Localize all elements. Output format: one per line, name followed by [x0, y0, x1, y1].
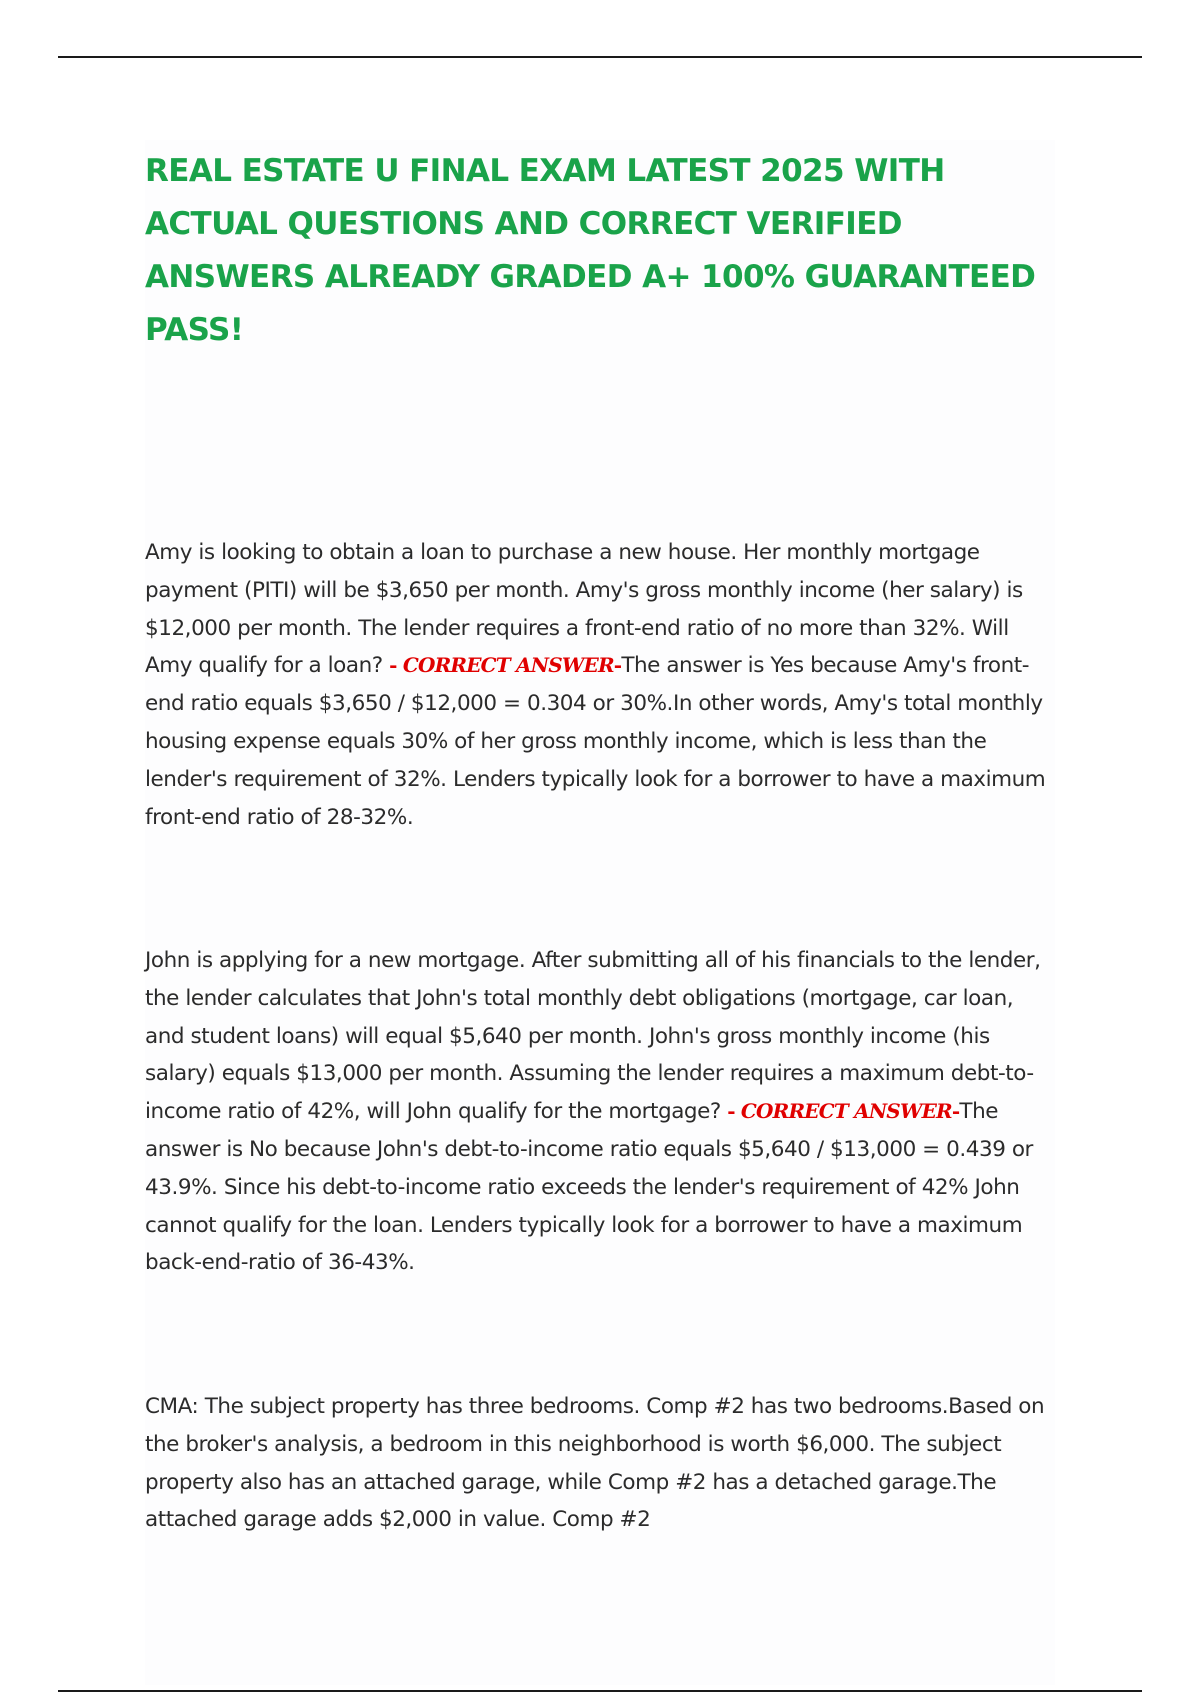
question-text: CMA: The subject property has three bedrooms. Comp #2 has two bedrooms.Based on the broker's analysis, a bedroom in this neighborhood is worth $6,000. The subject property also has an attached garage, while Comp #2 has a detached garage.The attached garage adds $2,000 in value. Comp #2: [145, 1394, 1045, 1533]
question-text: Amy is looking to obtain a loan to purchase a new house. Her monthly mortgage payment (PITI) will be $3,650 per month. Amy's gross monthly income (her salary) is $12,000 per month. The lender requires a front-end ratio of no more than 32%. Will Amy qualify for a loan?: [145, 540, 1023, 679]
correct-answer-marker: - CORRECT ANSWER-: [727, 1099, 960, 1124]
qa-item-2: [145, 942, 1050, 1282]
answer-text: The answer is No because John's debt-to-income ratio equals $5,640 / $13,000 = 0.439 or 43.9%. Since his debt-to-income ratio exceeds the lender's requirement of 42% John cannot qualify for the loan. Lenders typically look for a borrower to have a maximum back-end-ratio of 36-43%.: [145, 1099, 1033, 1276]
answer-text: The answer is Yes because Amy's front-end ratio equals $3,650 / $12,000 = 0.304 or 30%.In other words, Amy's total monthly housing expense equals 30% of her gross monthly income, which is less than the lender's requirement of 32%. Lenders typically look for a borrower to have a maximum front-end ratio of 28-32%.: [145, 653, 1046, 830]
question-text: John is applying for a new mortgage. After submitting all of his financials to the lender, the lender calculates that John's total monthly debt obligations (mortgage, car loan, and student loans) will equal $5,640 per month. John's gross monthly income (his salary) equals $13,000 per month. Assuming the lender requires a maximum debt-to-income ratio of 42%, will John qualify for the mortgage?: [145, 948, 1041, 1125]
qa-item-3: [145, 1388, 1050, 1539]
bottom-rule: [58, 1690, 1142, 1692]
qa-item-1: [145, 534, 1050, 836]
correct-answer-marker: - CORRECT ANSWER-: [389, 653, 622, 678]
document-title: REAL ESTATE U FINAL EXAM LATEST 2025 WITH ACTUAL QUESTIONS AND CORRECT VERIFIED ANSWERS ALREADY GRADED A+ 100% GUARANTEED PASS!: [145, 153, 1036, 348]
top-rule: [58, 56, 1142, 58]
